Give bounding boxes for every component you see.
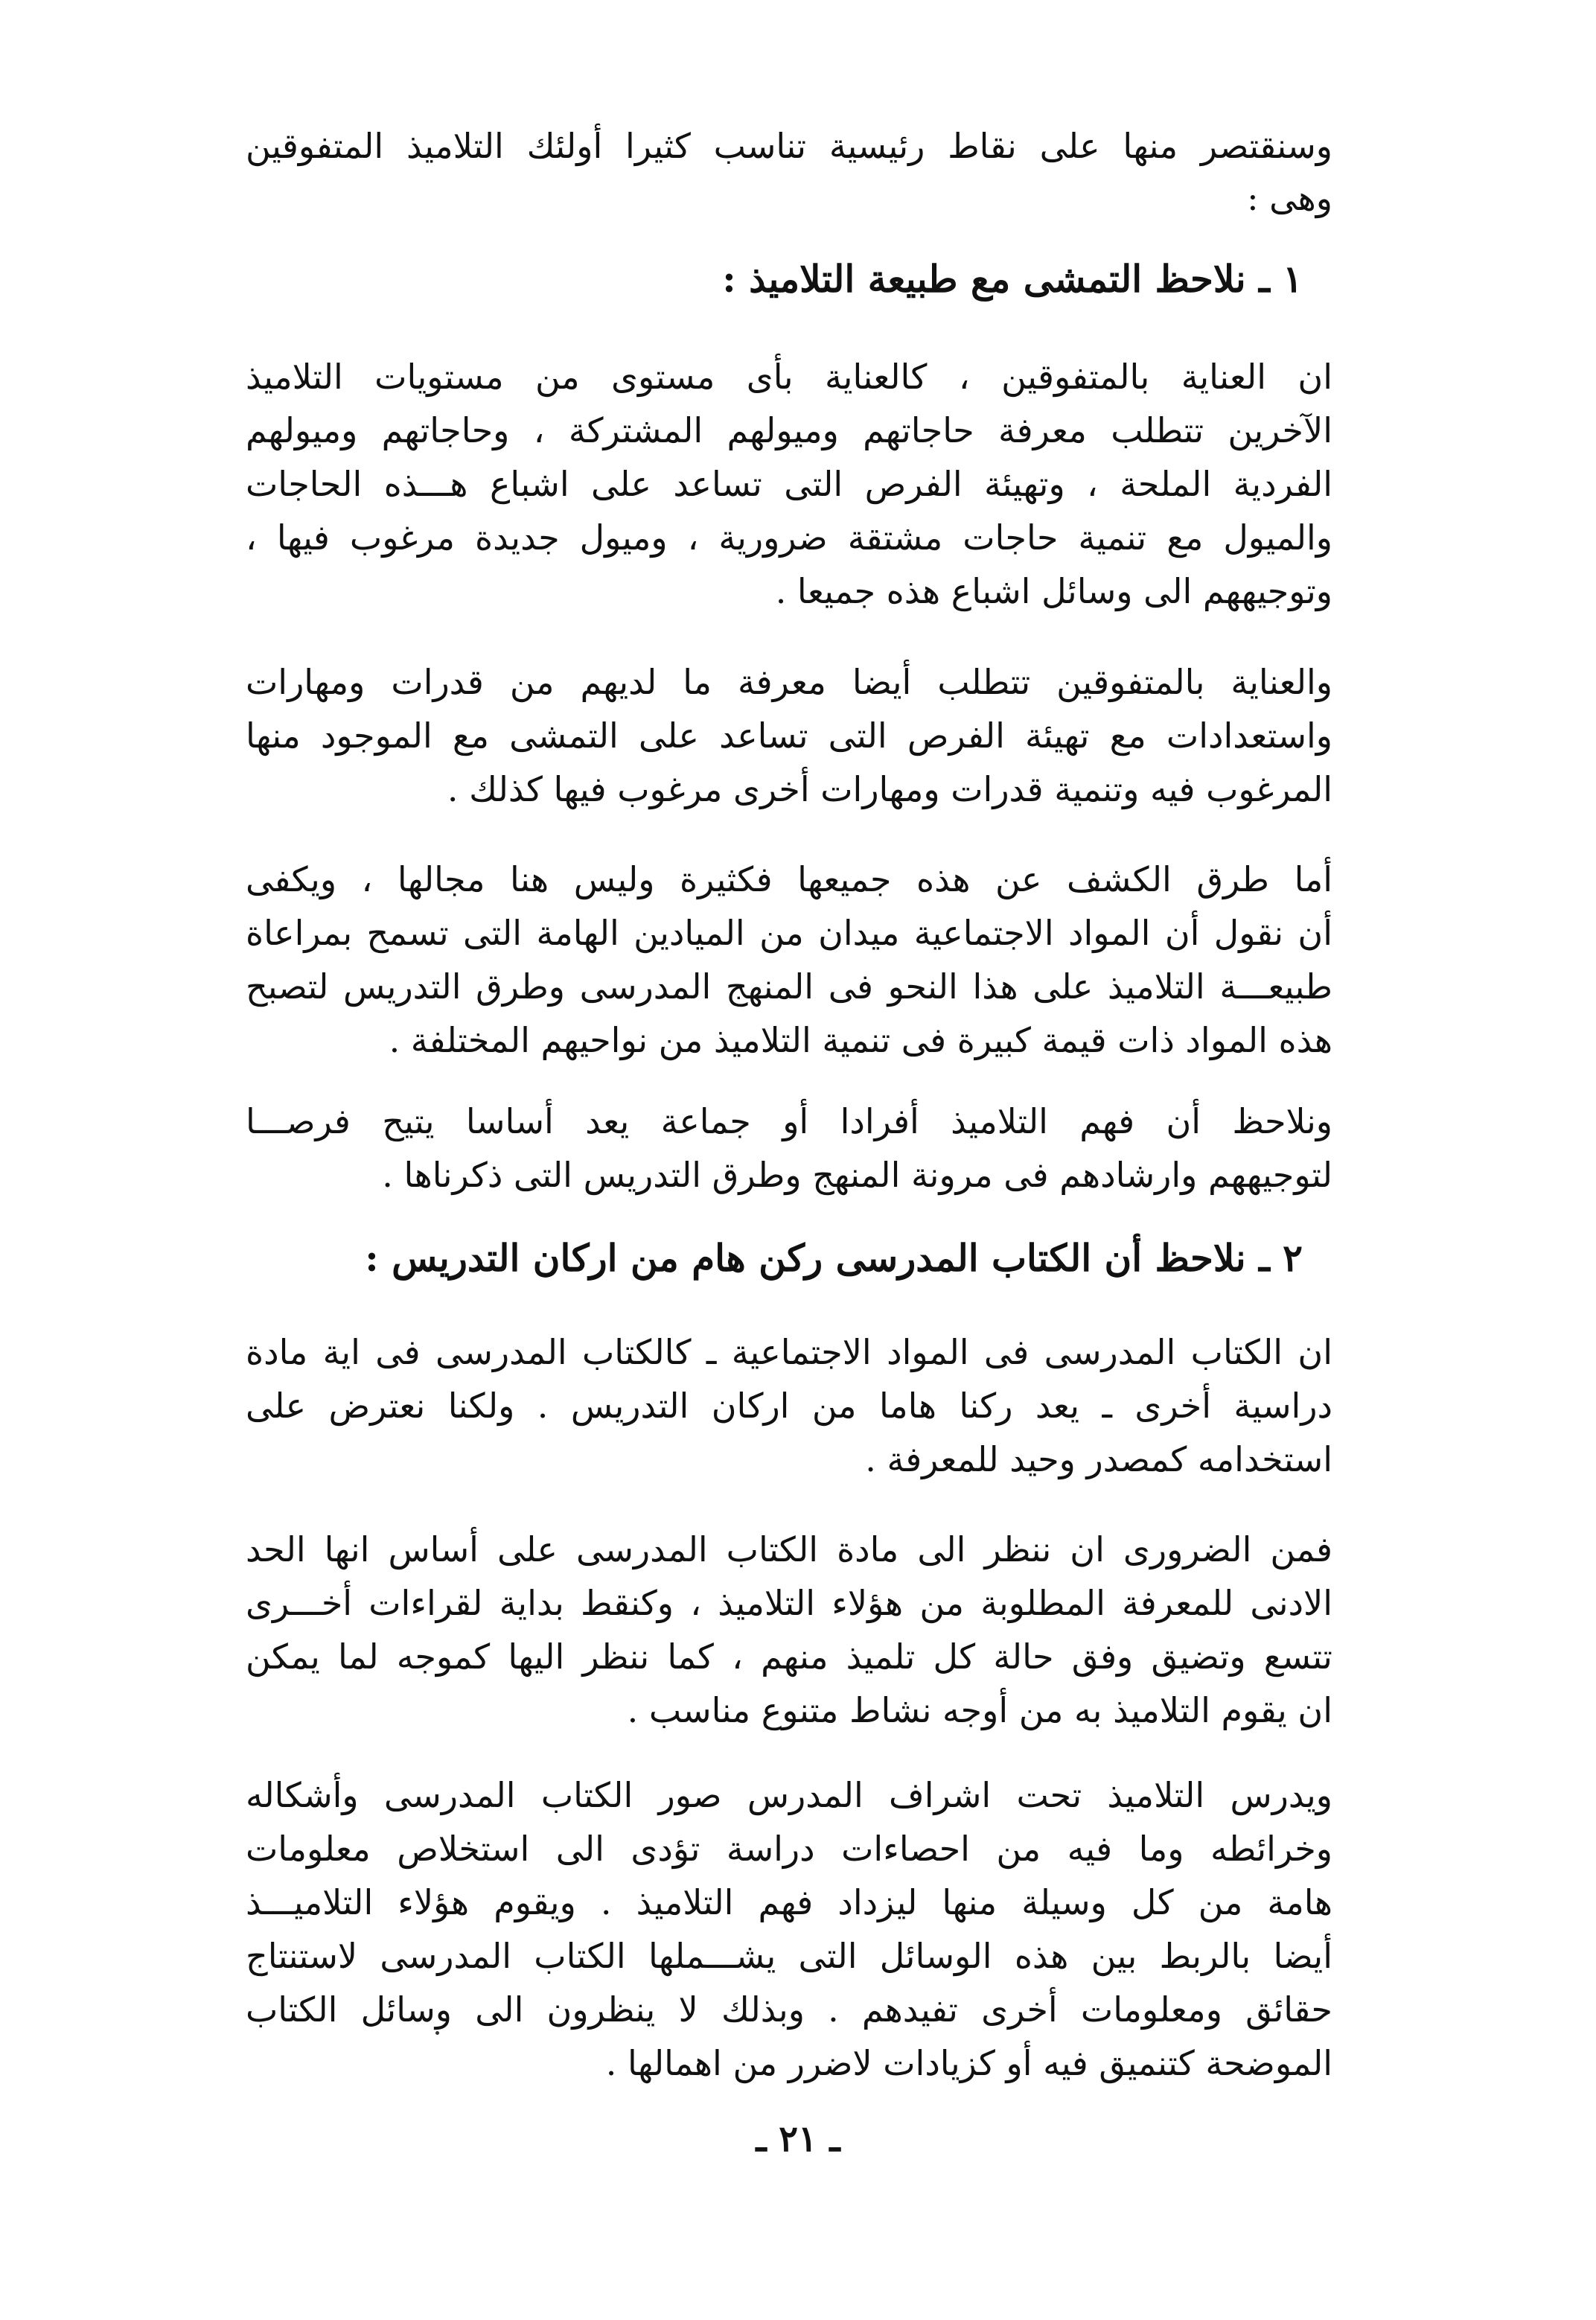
text-line: ان الكتاب المدرسى فى المواد الاجتماعية ـ كالكتاب المدرسى فى اية مادة	[246, 1332, 1332, 1372]
paragraph-5	[246, 1325, 1332, 1486]
text-line: طبيعـــة التلاميذ على هذا النحو فى المنهج المدرسى وطرق التدريس لتصبح	[246, 966, 1332, 1007]
page-number: ـ ٢١ ـ	[756, 2118, 840, 2160]
text-line: ونلاحظ أن فهم التلاميذ أفرادا أو جماعة يعد أساسا يتيح فرصـــا	[246, 1101, 1332, 1141]
text-line: الموضحة كتنميق فيه أو كزيادات لاضرر من اهمالها .	[605, 2043, 1332, 2083]
text-line: والميول مع تنمية حاجات مشتقة ضرورية ، وميول جديدة مرغوب فيها ،	[246, 517, 1332, 558]
text-line: وخرائطه وما فيه من احصاءات دراسة تؤدى الى استخلاص معلومات	[246, 1829, 1332, 1869]
paragraph-3	[246, 853, 1332, 1067]
text-line: أما طرق الكشف عن هذه جميعها فكثيرة وليس هنا مجالها ، ويكفى	[246, 859, 1332, 899]
text-line: دراسية أخرى ـ يعد ركنا هاما من اركان التدريس . ولكنا نعترض على	[246, 1386, 1332, 1426]
text-line: حقائق ومعلومات أخرى تفيدهم . وبذلك لا ينظرون الى وسائل الكتاب	[246, 1989, 1332, 2030]
scan-speck	[435, 2031, 439, 2035]
paragraph-6	[246, 1523, 1332, 1737]
text-line: لتوجيههم وارشادهم فى مرونة المنهج وطرق التدريس التى ذكرناها .	[382, 1155, 1332, 1195]
text-line: وتوجيههم الى وسائل اشباع هذه جميعا .	[775, 571, 1332, 611]
text-line: هذه المواد ذات قيمة كبيرة فى تنمية التلاميذ من نواحيهم المختلفة .	[389, 1020, 1332, 1060]
text-line: المرغوب فيه وتنمية قدرات ومهارات أخرى مرغوب فيها كذلك .	[447, 769, 1332, 809]
text-line: وسنقتصر منها على نقاط رئيسية تناسب كثيرا أولئك التلاميذ المتفوقين	[246, 126, 1332, 166]
section-heading-1: ١ ـ نلاحظ التمشى مع طبيعة التلاميذ :	[722, 257, 1303, 301]
text-line: والعناية بالمتفوقين تتطلب أيضا معرفة ما لديهم من قدرات ومهارات	[246, 662, 1332, 702]
text-line: ان العناية بالمتفوقين ، كالعناية بأى مستوى من مستويات التلاميذ	[246, 357, 1332, 397]
text-line: وهى :	[1247, 178, 1332, 218]
section-heading-2: ٢ ـ نلاحظ أن الكتاب المدرسى ركن هام من اركان التدريس :	[365, 1236, 1303, 1280]
paragraph-7	[246, 1768, 1332, 2090]
text-line: الادنى للمعرفة المطلوبة من هؤلاء التلاميذ ، وكنقط بداية لقراءات أخـــرى	[246, 1583, 1332, 1623]
paragraph-2	[246, 655, 1332, 816]
text-line: ويدرس التلاميذ تحت اشراف المدرس صور الكتاب المدرسى وأشكاله	[246, 1775, 1332, 1815]
text-line: هامة من كل وسيلة منها ليزداد فهم التلاميذ . ويقوم هؤلاء التلاميـــذ	[246, 1882, 1332, 1922]
paragraph-1	[246, 350, 1332, 618]
text-line: تتسع وتضيق وفق حالة كل تلميذ منهم ، كما ننظر اليها كموجه لما يمكن	[246, 1637, 1332, 1677]
text-line: واستعدادات مع تهيئة الفرص التى تساعد على التمشى مع الموجود منها	[246, 716, 1332, 756]
text-line: الآخرين تتطلب معرفة حاجاتهم وميولهم المشتركة ، وحاجاتهم وميولهم	[246, 410, 1332, 450]
text-line: استخدامه كمصدر وحيد للمعرفة .	[865, 1439, 1332, 1479]
text-line: أن نقول أن المواد الاجتماعية ميدان من الميادين الهامة التى تسمح بمراعاة	[246, 913, 1332, 953]
text-line: الفردية الملحة ، وتهيئة الفرص التى تساعد على اشباع هـــذه الحاجات	[246, 464, 1332, 504]
intro-paragraph	[246, 119, 1332, 223]
text-line: فمن الضرورى ان ننظر الى مادة الكتاب المدرسى على أساس انها الحد	[246, 1529, 1332, 1569]
paragraph-4	[246, 1094, 1332, 1202]
text-line: أيضا بالربط بين هذه الوسائل التى يشـــملها الكتاب المدرسى لاستنتاج	[246, 1936, 1332, 1976]
text-line: ان يقوم التلاميذ به من أوجه نشاط متنوع مناسب .	[627, 1690, 1332, 1730]
